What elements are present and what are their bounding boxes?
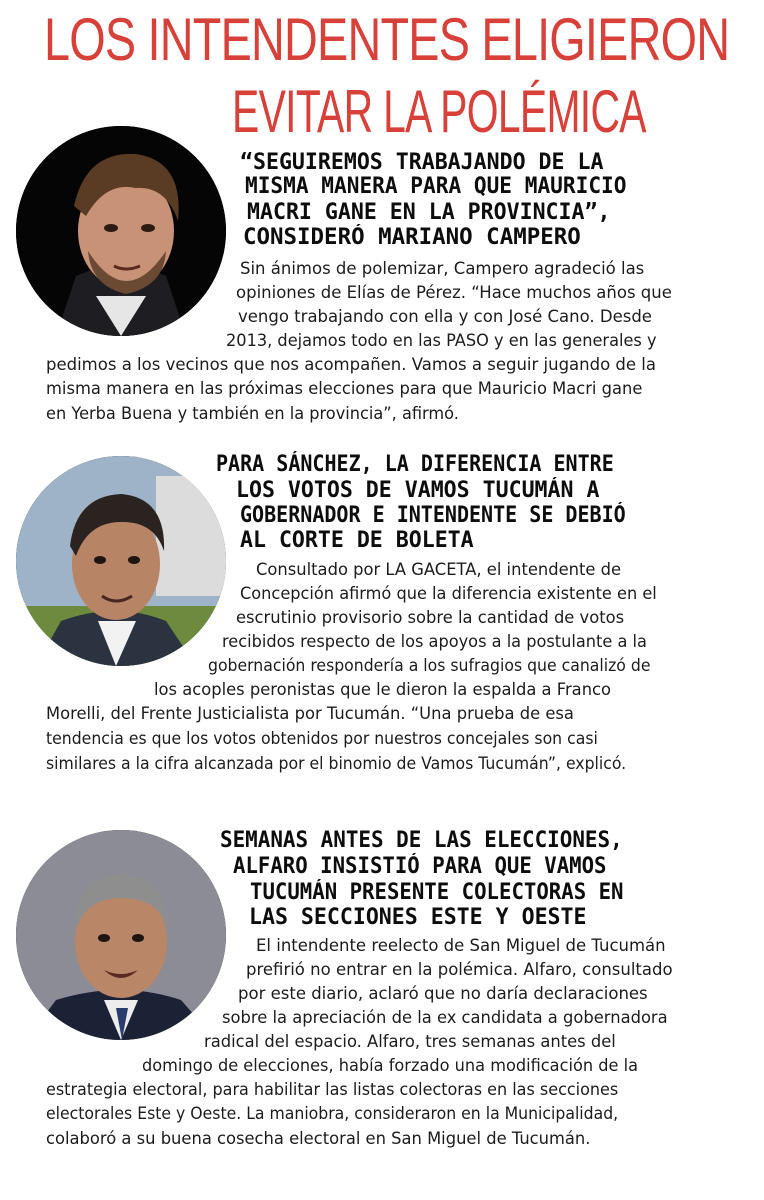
story-2-body-line-5: gobernación respondería a los sufragios que canalizó de xyxy=(208,656,651,675)
headline-line-2: EVITAR LA POLÉMICA xyxy=(232,78,646,145)
story-1-body-line-7: en Yerba Buena y también en la provincia”, afirmó. xyxy=(46,404,459,423)
story-2-body-line-7: Morelli, del Frente Justicialista por Tucumán. “Una prueba de esa xyxy=(46,704,574,723)
story-3-subhead-line-2: ALFARO INSISTIÓ PARA QUE VAMOS xyxy=(233,854,607,879)
story-3-body-line-4: sobre la apreciación de la ex candidata a gobernadora xyxy=(222,1008,668,1027)
story-2-body-line-6: los acoples peronistas que le dieron la espalda a Franco xyxy=(154,680,612,699)
story-3-subhead-line-1: SEMANAS ANTES DE LAS ELECCIONES, xyxy=(220,828,623,853)
story-2-subhead-line-1: PARA SÁNCHEZ, LA DIFERENCIA ENTRE xyxy=(216,452,614,477)
story-2-subhead-line-4: AL CORTE DE BOLETA xyxy=(240,528,474,553)
story-3-body-line-1: El intendente reelecto de San Miguel de Tucumán xyxy=(256,936,666,955)
story-1-subhead-line-2: MISMA MANERA PARA QUE MAURICIO xyxy=(245,174,627,199)
portrait-sanchez xyxy=(16,456,226,666)
story-1-body-line-3: vengo trabajando con ella y con José Cano. Desde xyxy=(238,307,652,326)
story-2-body-line-2: Concepción afirmó que la diferencia existente en el xyxy=(240,584,657,603)
story-2-body-line-4: recibidos respecto de los apoyos a la postulante a la xyxy=(222,632,647,651)
story-1-subhead-line-3: MACRI GANE EN LA PROVINCIA”, xyxy=(247,200,611,225)
story-3-body-line-9: colaboró a su buena cosecha electoral en San Miguel de Tucumán. xyxy=(46,1129,591,1148)
headline-line-1: LOS INTENDENTES ELIGIERON xyxy=(44,6,730,73)
story-2-body-line-8: tendencia es que los votos obtenidos por nuestros concejales son casi xyxy=(46,729,598,748)
story-3-subhead-line-4: LAS SECCIONES ESTE Y OESTE xyxy=(249,905,587,930)
story-1-body-line-4: 2013, dejamos todo en las PASO y en las generales y xyxy=(226,331,657,350)
story-1-body-line-5: pedimos a los vecinos que nos acompañen. Vamos a seguir jugando de la xyxy=(46,355,656,374)
story-2-subhead-line-3: GOBERNADOR E INTENDENTE SE DEBIÓ xyxy=(240,503,626,528)
story-3-body-line-7: estrategia electoral, para habilitar las listas colectoras en las secciones xyxy=(46,1080,619,1099)
story-3-body-line-2: prefirió no entrar en la polémica. Alfaro, consultado xyxy=(246,960,673,979)
portrait-alfaro xyxy=(16,830,226,1040)
portrait-campero xyxy=(16,126,226,336)
story-3-body-line-8: electorales Este y Oeste. La maniobra, consideraron en la Municipalidad, xyxy=(46,1104,619,1123)
story-2-subhead-line-2: LOS VOTOS DE VAMOS TUCUMÁN A xyxy=(236,478,600,503)
story-2-body-line-9: similares a la cifra alcanzada por el binomio de Vamos Tucumán”, explicó. xyxy=(46,754,627,773)
story-1-subhead-line-4: CONSIDERÓ MARIANO CAMPERO xyxy=(243,225,581,250)
story-2-body-line-1: Consultado por LA GACETA, el intendente de xyxy=(256,560,622,579)
story-1-subhead-line-1: “SEGUIREMOS TRABAJANDO DE LA xyxy=(240,150,604,175)
story-3-subhead-line-3: TUCUMÁN PRESENTE COLECTORAS EN xyxy=(250,880,624,905)
story-1-body-line-2: opiniones de Elías de Pérez. “Hace muchos años que xyxy=(236,283,672,302)
story-3-body-line-6: domingo de elecciones, había forzado una modificación de la xyxy=(142,1056,639,1075)
story-3-body-line-3: por este diario, aclaró que no daría declaraciones xyxy=(238,984,648,1003)
story-1-body-line-1: Sin ánimos de polemizar, Campero agradeció las xyxy=(240,259,645,278)
story-1-body-line-6: misma manera en las próximas elecciones para que Mauricio Macri gane xyxy=(46,379,643,398)
story-3-body-line-5: radical del espacio. Alfaro, tres semanas antes del xyxy=(204,1032,616,1051)
story-2-body-line-3: escrutinio provisorio sobre la cantidad de votos xyxy=(236,608,625,627)
